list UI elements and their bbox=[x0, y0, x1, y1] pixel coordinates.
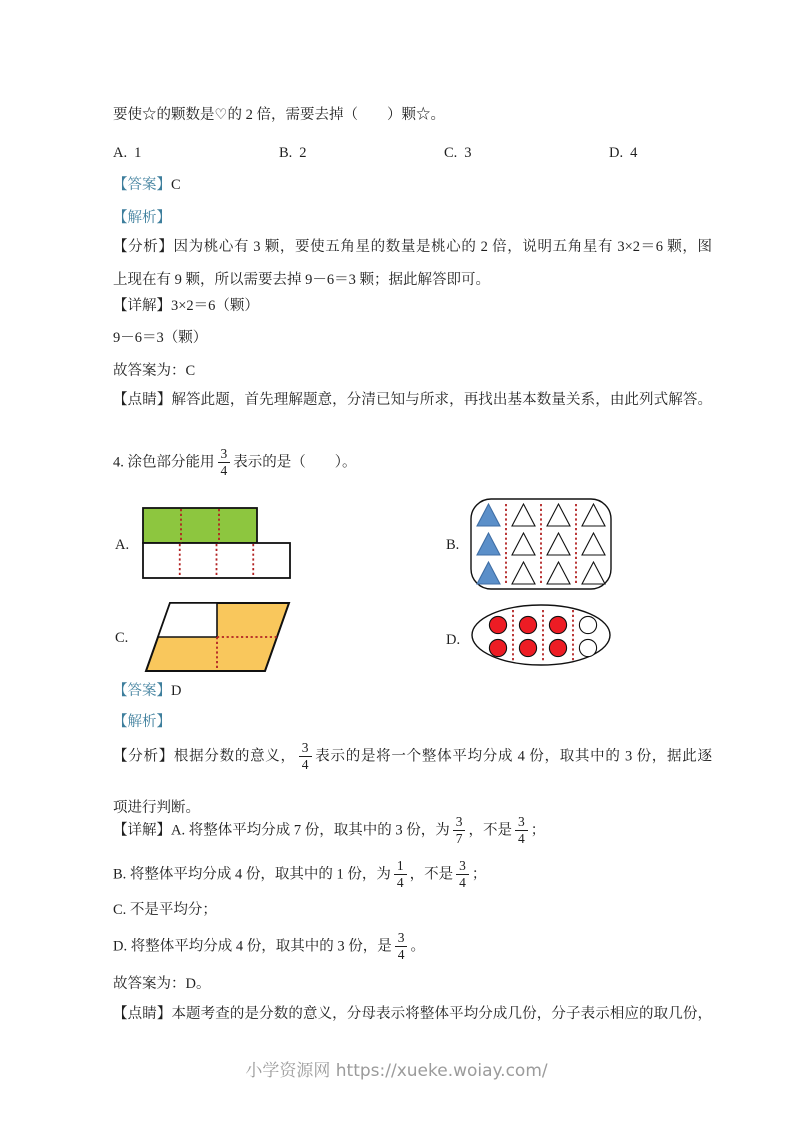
q4-question-text bbox=[113, 446, 357, 480]
answer-label: 【答案】 bbox=[113, 683, 171, 699]
option-key: B. bbox=[279, 145, 293, 161]
text-run: 表示的是（ ）。 bbox=[233, 454, 357, 471]
q3-option-d bbox=[609, 137, 637, 170]
q4-analysis-line2: 项进行判断。 bbox=[113, 800, 200, 816]
option-key: C. bbox=[444, 145, 458, 161]
shaded-circle bbox=[519, 639, 536, 656]
fraction-3-4: $\frac{3}{4}$ bbox=[515, 814, 528, 848]
q4-detail-option-d bbox=[113, 930, 425, 964]
option-key: A. bbox=[113, 145, 128, 161]
text-run: B. 将整体平均分成 4 份，取其中的 1 份，为 bbox=[113, 866, 391, 883]
fraction-1-4: $\frac{1}{4}$ bbox=[394, 858, 407, 892]
q4-figure-b-label: B. bbox=[446, 537, 460, 553]
q4-figure-c-parallelogram bbox=[136, 600, 296, 674]
q3-detail-line: 【详解】3×2＝6（颗） bbox=[113, 298, 259, 314]
q3-note-line: 【点睛】解答此题，首先理解题意，分清已知与所求，再找出基本数量关系，由此列式解答。 bbox=[113, 392, 712, 408]
shaded-circle bbox=[549, 639, 566, 656]
text-run: 4. 涂色部分能用 bbox=[113, 454, 215, 471]
q3-conclusion: 故答案为：C bbox=[113, 363, 196, 379]
text-run: 【详解】A. 将整体平均分成 7 份，取其中的 3 份，为 bbox=[113, 822, 450, 839]
answer-label: 【答案】 bbox=[113, 177, 171, 193]
fraction-3-4: $\frac{3}{4}$ bbox=[395, 930, 408, 964]
text-run: ； bbox=[471, 866, 487, 883]
q4-figure-a-rect-strips bbox=[141, 506, 293, 582]
q3-analysis-line2: 上现在有 9 颗，所以需要去掉 9－6＝3 颗；据此解答即可。 bbox=[113, 272, 490, 288]
q3-answer-value: C bbox=[171, 177, 181, 193]
fraction-3-4: $\frac{3}{4}$ bbox=[299, 740, 312, 774]
text-run: D. 将整体平均分成 4 份，取其中的 3 份，是 bbox=[113, 938, 392, 955]
jiexi-label: 【解析】 bbox=[113, 210, 171, 226]
q4-figure-d-label: D. bbox=[446, 632, 461, 648]
q3-answer-line bbox=[113, 169, 181, 202]
text-run: ； bbox=[530, 822, 546, 839]
shaded-circle bbox=[489, 639, 506, 656]
text-run: ，不是 bbox=[468, 822, 512, 839]
q4-conclusion: 故答案为：D。 bbox=[113, 976, 211, 992]
q4-detail-option-c: C. 不是平均分； bbox=[113, 902, 217, 918]
white-quarter bbox=[158, 603, 217, 637]
fraction-3-4: $\frac{3}{4}$ bbox=[456, 858, 469, 892]
site-footer: 小学资源网 https://xueke.woiay.com/ bbox=[245, 1061, 548, 1081]
q4-figure-c-label: C. bbox=[115, 630, 129, 646]
q3-option-c bbox=[444, 137, 472, 170]
q4-answer-value: D bbox=[171, 683, 182, 699]
q3-equation-2: 9－6＝3（颗） bbox=[113, 330, 208, 346]
q4-detail-option-a bbox=[113, 814, 545, 848]
text-run: ，不是 bbox=[409, 866, 454, 883]
shaded-green-strip bbox=[143, 508, 257, 543]
q4-note-line: 【点睛】本题考查的是分数的意义，分母表示将整体平均分成几份，分子表示相应的取几份， bbox=[113, 1006, 712, 1022]
fraction-3-4: $\frac{3}{4}$ bbox=[218, 446, 231, 480]
shaded-circle bbox=[549, 616, 566, 633]
shaded-circle bbox=[519, 616, 536, 633]
option-value: 1 bbox=[134, 145, 142, 161]
q4-analysis-header bbox=[113, 706, 171, 739]
option-value: 4 bbox=[630, 145, 638, 161]
option-value: 2 bbox=[299, 145, 307, 161]
q3-analysis-line1: 【分析】因为桃心有 3 颗，要使五角星的数量是桃心的 2 倍，说明五角星有 3×2＝6 颗，图 bbox=[113, 239, 712, 255]
q4-detail-option-b bbox=[113, 858, 486, 892]
text-run: 【分析】根据分数的意义， bbox=[113, 748, 296, 765]
q4-figure-a-label: A. bbox=[115, 537, 130, 553]
shaded-circle bbox=[489, 616, 506, 633]
text-run: 。 bbox=[410, 938, 425, 955]
unshaded-circle bbox=[579, 639, 596, 656]
q4-figure-d-ellipse-circles bbox=[469, 603, 615, 667]
q3-question-text: 要使☆的颗数是♡的 2 倍，需要去掉（ ）颗☆。 bbox=[113, 107, 445, 123]
text-run: 表示的是将一个整体平均分成 4 份，取其中的 3 份，据此逐 bbox=[314, 748, 713, 765]
q3-option-a bbox=[113, 137, 141, 170]
q4-analysis-line1 bbox=[113, 740, 712, 774]
unshaded-circle bbox=[579, 616, 596, 633]
fraction-3-7: $\frac{3}{7}$ bbox=[453, 814, 466, 848]
option-key: D. bbox=[609, 145, 624, 161]
q3-option-b bbox=[279, 137, 307, 170]
q4-figure-b-triangle-grid bbox=[469, 497, 615, 593]
jiexi-label: 【解析】 bbox=[113, 714, 171, 730]
option-value: 3 bbox=[464, 145, 472, 161]
q4-answer-line bbox=[113, 675, 181, 708]
